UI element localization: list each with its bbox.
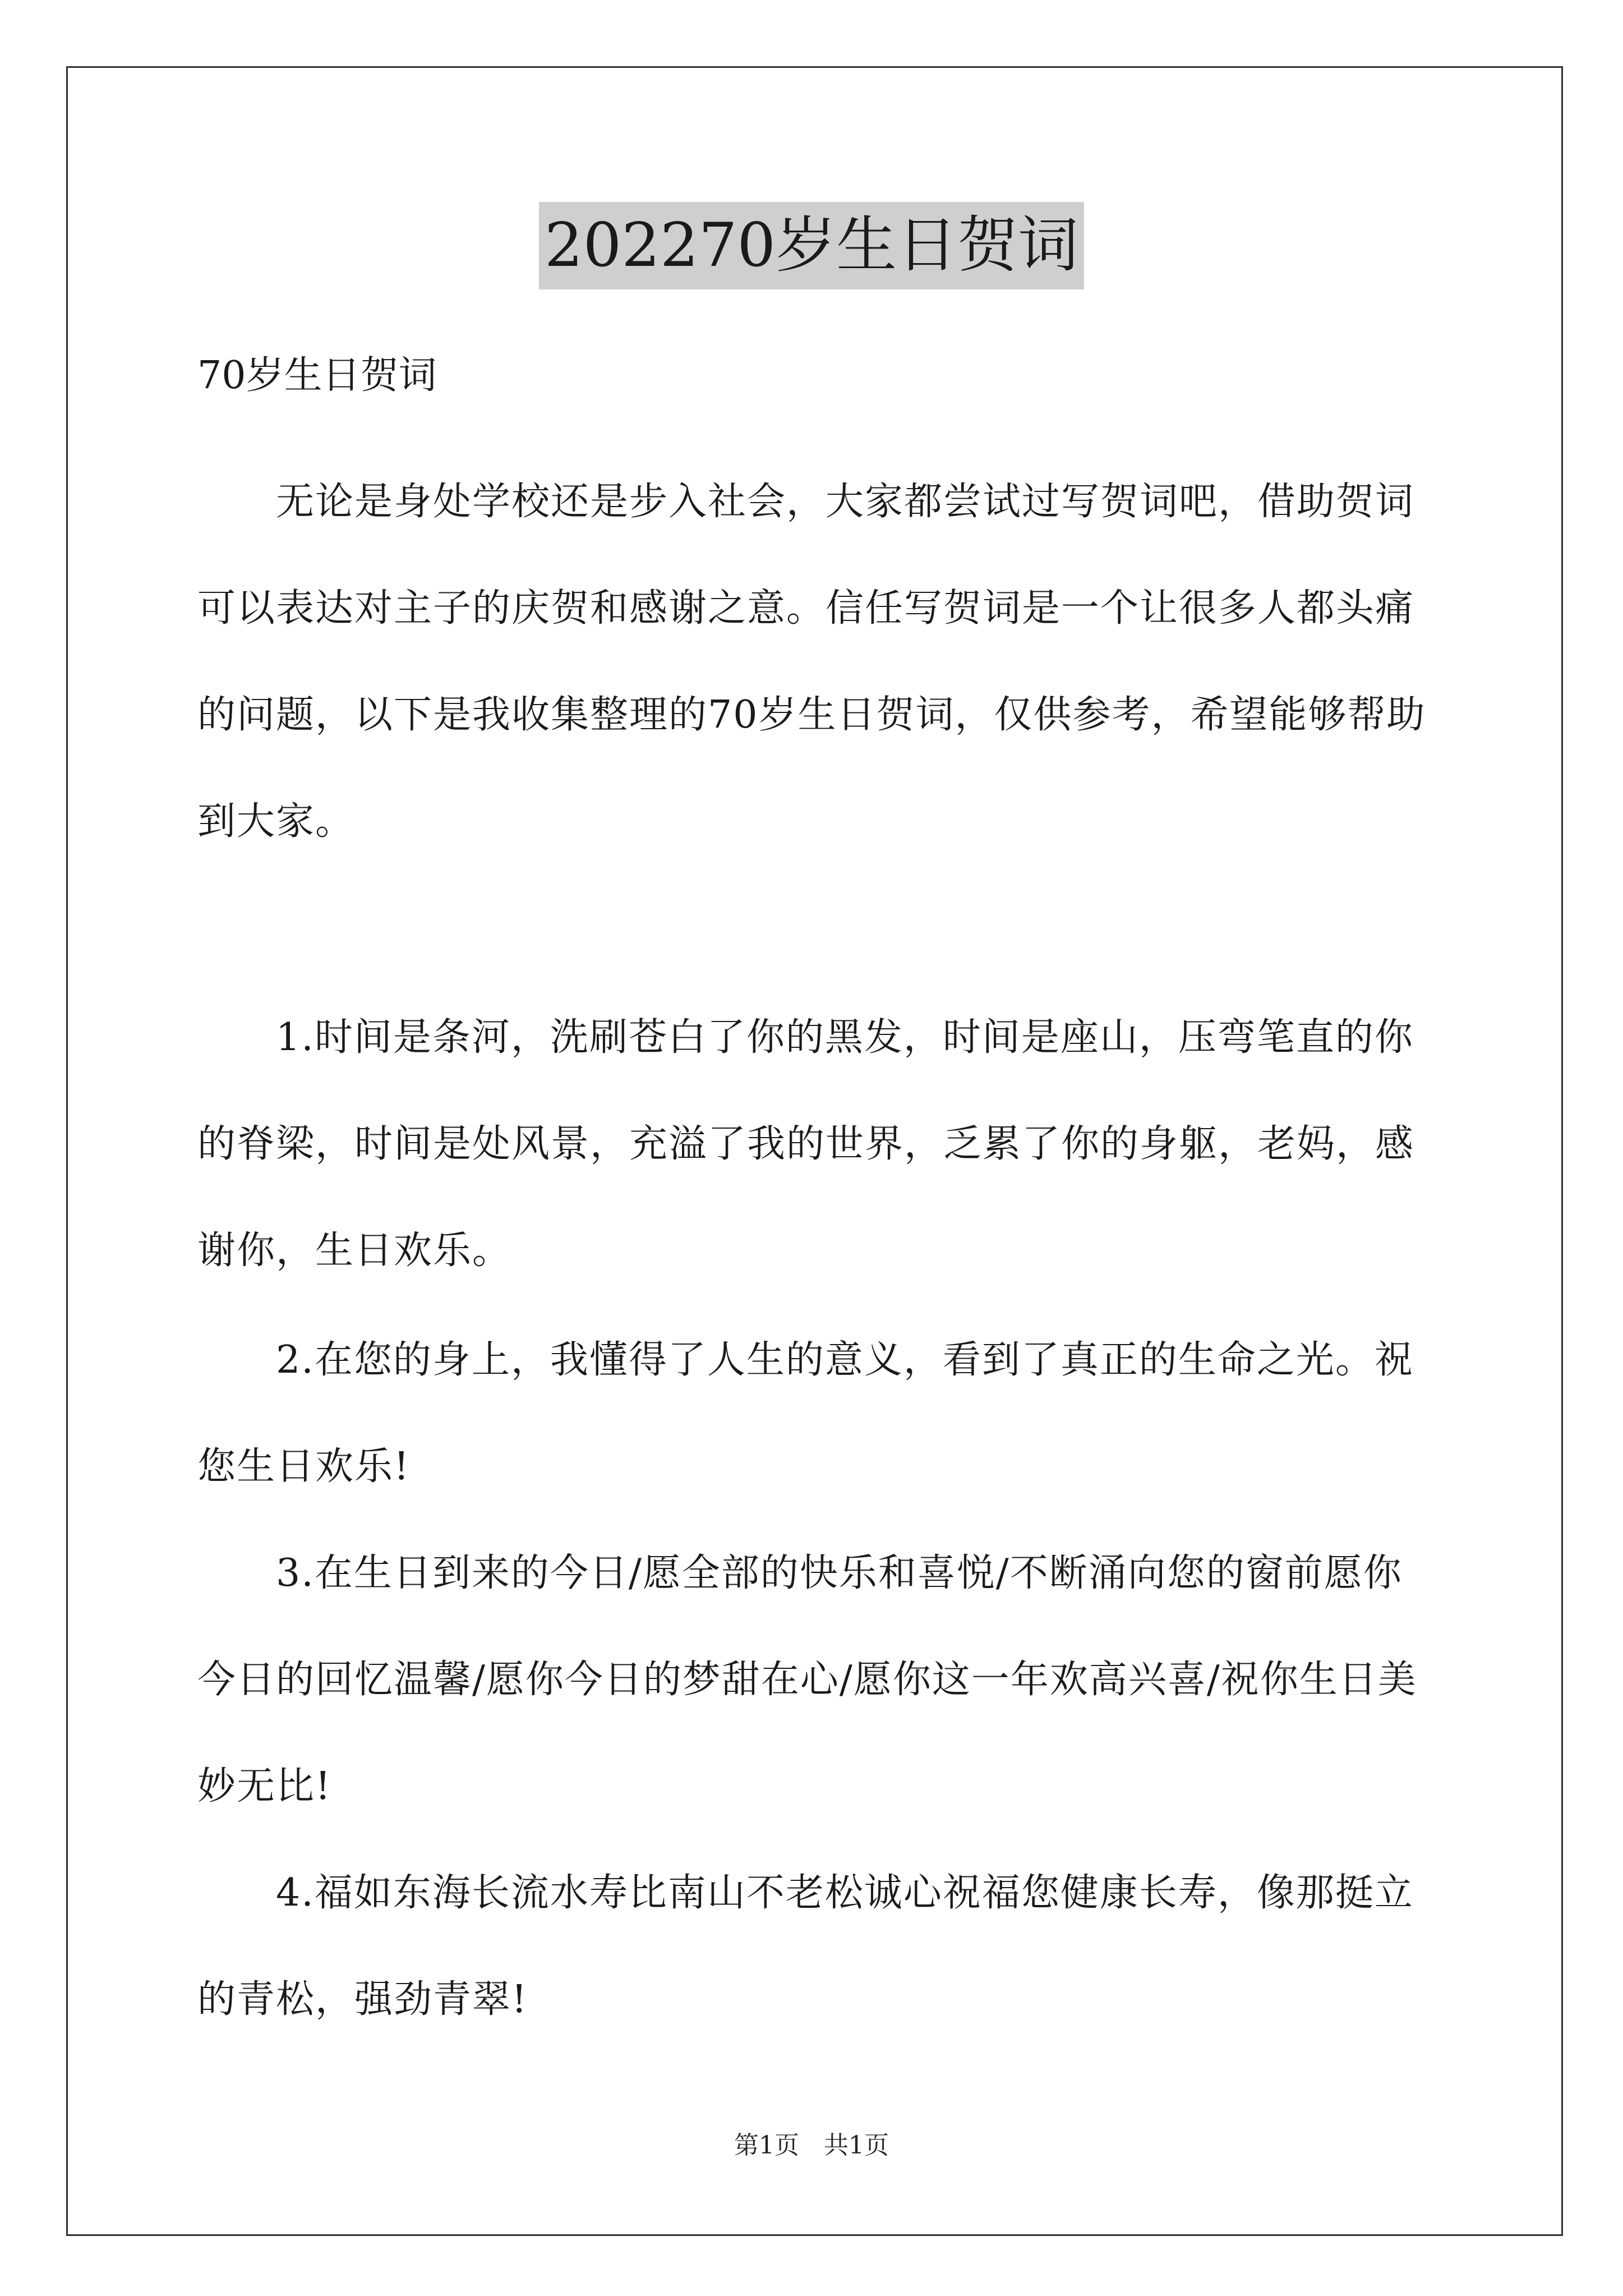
intro-paragraph: 无论是身处学校还是步入社会，大家都尝试过写贺词吧，借助贺词可以表达对主子的庆贺和感谢之意。信任写贺词是一个让很多人都头痛的问题，以下是我收集整理的70岁生日贺词，仅供参考，希望能够帮助到大家。: [197, 480, 1426, 844]
greeting-paragraph-1: 1.时间是条河，洗刷苍白了你的黑发，时间是座山，压弯笔直的你的脊梁，时间是处风景，充溢了我的世界，乏累了你的身躯，老妈，感谢你，生日欢乐。: [197, 1015, 1415, 1273]
document-title: 202270岁生日贺词: [539, 202, 1084, 289]
document-title-block: [0, 202, 1623, 289]
greeting-paragraph-3: 3.在生日到来的今日/愿全部的快乐和喜悦/不断涌向您的窗前愿你今日的回忆温馨/愿你今日的梦甜在心/愿你这一年欢高兴喜/祝你生日美妙无比!: [197, 1551, 1417, 1809]
greeting-paragraph-2: 2.在您的身上，我懂得了人生的意义，看到了真正的生命之光。祝您生日欢乐!: [197, 1338, 1414, 1489]
page-footer: 第1页 共1页: [734, 2131, 889, 2160]
greeting-paragraph-4: 4.福如东海长流水寿比南山不老松诚心祝福您健康长寿，像那挺立的青松，强劲青翠!: [197, 1871, 1414, 2022]
document-subtitle: 70岁生日贺词: [197, 353, 437, 398]
